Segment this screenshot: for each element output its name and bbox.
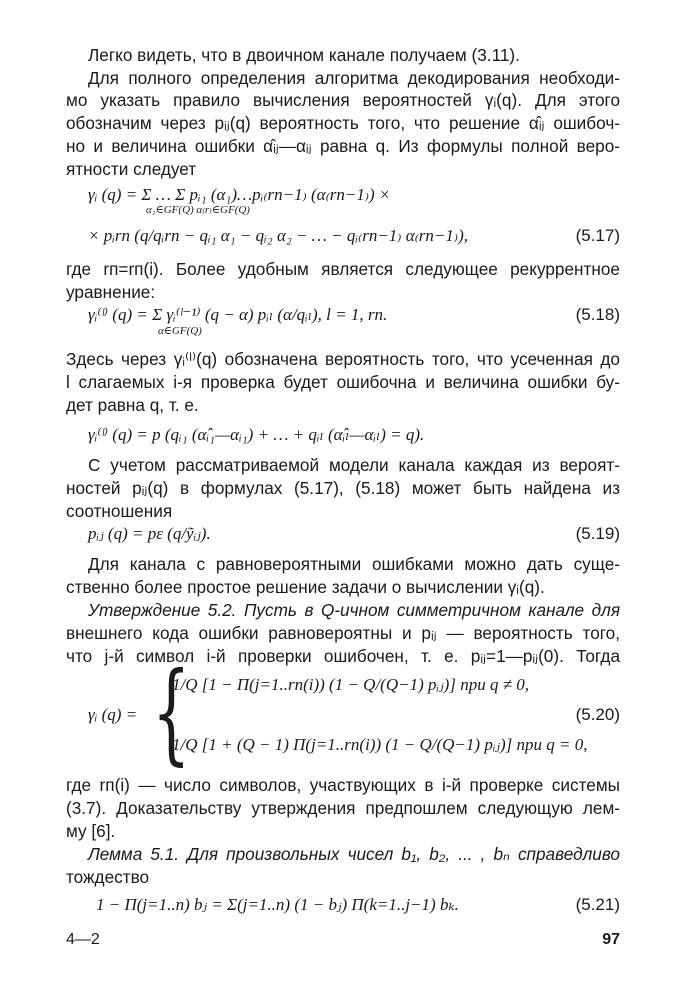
equation-number-5-18: (5.18) bbox=[575, 305, 620, 324]
printer-signature: 4—2 bbox=[66, 931, 100, 948]
formula-5-20-case2: 1/Q [1 + (Q − 1) Π(j=1..rп(i)) (1 − Q/(Q−1) pᵢⱼ)] при q = 0, bbox=[172, 735, 588, 754]
text-line-6: ятности следует bbox=[66, 159, 197, 179]
text-line-21: (3.7). Доказательству утверждения предпошлем следующую лем- bbox=[66, 798, 620, 818]
statement-5-2-line2: внешнего кода ошибки равновероятны и pᵢⱼ — вероятность того, bbox=[66, 623, 620, 643]
formula-5-21: 1 − Π(j=1..n) bⱼ = Σ(j=1..n) (1 − bⱼ) Π(k=1..j−1) bₖ. bbox=[96, 895, 459, 914]
text-line-22: му [6]. bbox=[66, 821, 116, 841]
text-line-5: но и величина ошибки α̂ᵢⱼ—αᵢⱼ равна q. Из формулы полной веро- bbox=[66, 136, 620, 156]
equation-number-5-19: (5.19) bbox=[575, 524, 620, 543]
formula-5-20-lhs: γᵢ (q) = bbox=[88, 705, 138, 724]
text-line-7: где rп=rп(i). Более удобным является следующее рекуррентное bbox=[66, 259, 620, 279]
equation-number-5-20: (5.20) bbox=[575, 705, 620, 724]
text-line-14: соотношения bbox=[66, 501, 173, 521]
lemma-5-1-line1: Лемма 5.1. Для произвольных чисел b₁, b₂, ... , bₙ справедливо bbox=[88, 844, 620, 864]
formula-truncated-check: γᵢ⁽ˡ⁾ (q) = p (qᵢ₁ (α̂ᵢ₁—αᵢ₁) + … + qᵢₗ (α̂ᵢₗ—αᵢₗ) = q). bbox=[88, 425, 425, 444]
text-line-11: дет равна q, т. е. bbox=[66, 395, 199, 415]
text-line-15: Для канала с равновероятными ошибками можно дать суще- bbox=[88, 554, 620, 574]
text-line-2: Для полного определения алгоритма декодирования необходи- bbox=[88, 68, 620, 88]
text-line-20: где rп(i) — число символов, участвующих в i-й проверке системы bbox=[66, 775, 620, 795]
text-line-3: мо указать правило вычисления вероятностей γᵢ(q). Для этого bbox=[66, 90, 620, 110]
formula-5-18-subscript: α∈GF(Q) bbox=[158, 325, 202, 337]
formula-5-17-line1: γᵢ (q) = Σ … Σ pᵢ₁ (α₁)…pᵢ₍rп−1₎ (α₍rп−1₎) × bbox=[88, 185, 391, 204]
text-line-12: С учетом рассматриваемой модели канала каждая из вероят- bbox=[88, 455, 620, 475]
page-number: 97 bbox=[602, 931, 620, 948]
equation-number-5-21: (5.21) bbox=[575, 895, 620, 914]
text-line-1: Легко видеть, что в двоичном канале получаем (3.11). bbox=[88, 45, 520, 65]
lemma-5-1-line2: тождество bbox=[66, 867, 150, 887]
text-line-16: ственно более простое решение задачи о вычислении γᵢ(q). bbox=[66, 577, 545, 597]
formula-5-17-subscripts: α₁∈GF(Q) α₍r₎∈GF(Q) bbox=[146, 204, 250, 216]
text-line-10: l слагаемых i-я проверка будет ошибочна и величина ошибки бу- bbox=[66, 372, 620, 392]
formula-5-20-brace: { bbox=[152, 648, 191, 776]
text-line-8: уравнение: bbox=[66, 282, 156, 302]
formula-5-18: γᵢ⁽ˡ⁾ (q) = Σ γᵢ⁽ˡ⁻¹⁾ (q − α) pᵢₗ (α/qᵢₗ), l = 1, rп. bbox=[88, 305, 388, 324]
equation-number-5-17: (5.17) bbox=[575, 226, 620, 245]
statement-5-2-line1: Утверждение 5.2. Пусть в Q-ичном симметричном канале для bbox=[88, 600, 620, 620]
statement-5-2-line3: что j-й символ i-й проверки ошибочен, т. е. pᵢⱼ=1—pᵢⱼ(0). Тогда bbox=[66, 646, 620, 666]
formula-5-20-case1: 1/Q [1 − Π(j=1..rп(i)) (1 − Q/(Q−1) pᵢⱼ)] при q ≠ 0, bbox=[172, 675, 530, 694]
formula-5-19: pᵢⱼ (q) = pε (q/ỹᵢⱼ). bbox=[88, 524, 211, 543]
text-line-13: ностей pᵢⱼ(q) в формулах (5.17), (5.18) может быть найдена из bbox=[66, 478, 620, 498]
formula-5-17-line2: × pᵢrп (q/qᵢrп − qᵢ₁ α₁ − qᵢ₂ α₂ − … − qᵢ₍rп−1₎ α₍rп−1₎), bbox=[88, 226, 468, 245]
text-line-4: обозначим через pᵢⱼ(q) вероятность того, что решение α̂ᵢⱼ ошибоч- bbox=[66, 113, 620, 133]
text-line-9: Здесь через γᵢ⁽ˡ⁾(q) обозначена вероятность того, что усеченная до bbox=[66, 349, 620, 369]
